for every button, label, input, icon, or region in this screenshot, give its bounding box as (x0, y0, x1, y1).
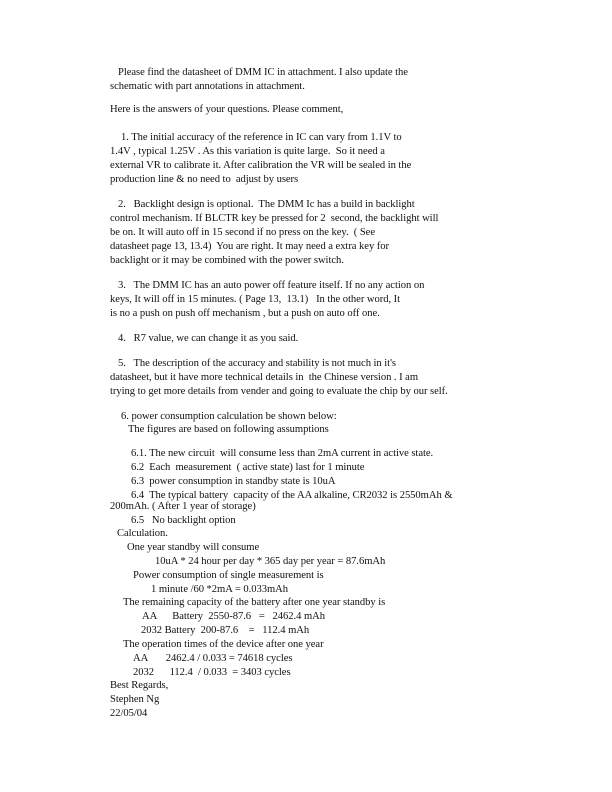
text-line: Calculation. (117, 528, 168, 539)
text-line: 6.4 The typical battery capacity of the AA alkaline, CR2032 is 2550mAh & (131, 490, 453, 501)
text-line: 10uA * 24 hour per day * 365 day per year = 87.6mAh (155, 556, 386, 567)
text-line: 2032 112.4 / 0.033 = 3403 cycles (133, 667, 291, 678)
text-line: 1. The initial accuracy of the reference in IC can vary from 1.1V to (121, 132, 402, 143)
text-line: AA 2462.4 / 0.033 = 74618 cycles (133, 653, 293, 664)
text-line: The remaining capacity of the battery after one year standby is (123, 597, 386, 608)
text-line: 6.5 No backlight option (131, 515, 236, 526)
text-line: AA Battery 2550-87.6 = 2462.4 mAh (142, 611, 326, 622)
text-line: Here is the answers of your questions. Please comment, (110, 104, 344, 115)
text-line: datasheet, but it have more technical details in the Chinese version . I am (110, 372, 419, 383)
text-line: backlight or it may be combined with the power switch. (110, 255, 344, 266)
text-line: The operation times of the device after one year (123, 639, 324, 650)
text-line: 1.4V , typical 1.25V . As this variation is quite large. So it need a (110, 146, 385, 157)
text-line: The figures are based on following assumptions (128, 424, 329, 435)
text-line: keys, It will off in 15 minutes. ( Page 13, 13.1) In the other word, It (110, 294, 401, 305)
text-line: 4. R7 value, we can change it as you said. (118, 333, 299, 344)
text-line: schematic with part annotations in attachment. (110, 81, 305, 92)
text-line: external VR to calibrate it. After calibration the VR will be sealed in the (110, 160, 412, 171)
text-line: 5. The description of the accuracy and stability is not much in it's (118, 358, 397, 369)
text-line: 3. The DMM IC has an auto power off feature itself. If no any action on (118, 280, 425, 291)
document-date: 22/05/04 (110, 708, 148, 719)
text-line: 1 minute /60 *2mA = 0.033mAh (151, 584, 288, 595)
text-line: 200mAh. ( After 1 year of storage) (110, 501, 256, 512)
text-line: control mechanism. If BLCTR key be pressed for 2 second, the backlight will (110, 213, 439, 224)
text-line: trying to get more details from vender and going to evaluate the chip by our self. (110, 386, 448, 397)
text-line: production line & no need to adjust by users (110, 174, 299, 185)
signature-name: Stephen Ng (110, 694, 160, 705)
text-line: is no a push on push off mechanism , but a push on auto off one. (110, 308, 380, 319)
text-line: be on. It will auto off in 15 second if no press on the key. ( See (110, 227, 375, 238)
text-line: Power consumption of single measurement is (133, 570, 324, 581)
text-line: 6.3 power consumption in standby state is 10uA (131, 476, 336, 487)
text-line: Please find the datasheet of DMM IC in attachment. I also update the (118, 67, 408, 78)
text-line: One year standby will consume (127, 542, 260, 553)
text-line: 6.2 Each measurement ( active state) last for 1 minute (131, 462, 365, 473)
text-line: 2. Backlight design is optional. The DMM Ic has a build in backlight (118, 199, 415, 210)
signoff-line: Best Regards, (110, 680, 169, 691)
text-line: 6.1. The new circuit will consume less than 2mA current in active state. (131, 448, 434, 459)
text-line: 6. power consumption calculation be shown below: (121, 411, 337, 422)
text-line: datasheet page 13, 13.4) You are right. It may need a extra key for (110, 241, 390, 252)
text-line: 2032 Battery 200-87.6 = 112.4 mAh (141, 625, 310, 636)
